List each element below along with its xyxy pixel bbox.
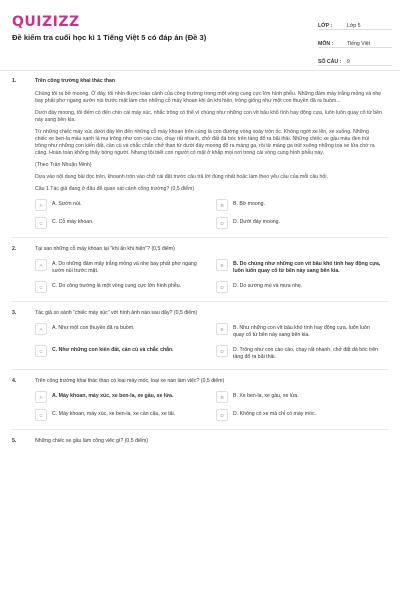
passage-paragraph: Từ những chiếc máy xúc dưới đáy lên đến những cỗ máy khoan trên cùng là con đường vòng xoáy tròn ốc. Không ngớt xe lên, xe xuống. Những chiếc xe ben-la mầu xanh lá mạ trông như con cào cào, chạy rất nhanh, chở đất đá bóc trên tầng đổ ra bãi thải. Những chiếc xe gầu màu đen trùi trông như những con kiến đất, cần cù và chắc chắn chở than từ dưới đáy moong đổ ra máng ga, rồi từ máng ga trút xuống những toa xe lửa chờ ra cảng. Hoàn toàn không thấy bóng người. Nhưng tôi biết con người có mặt ở khắp mọi nơi trong cái vòng cung hình phễu này.: [35, 129, 375, 156]
info-value: Lớp 5: [347, 23, 361, 29]
option-text: C. Máy khoan, máy xúc, xe ben-la, xe cần cẩu, xe tải.: [52, 411, 176, 417]
question-number: 5.: [12, 438, 17, 444]
info-value: Tiếng Việt: [347, 41, 371, 47]
worksheet-header: [0, 0, 400, 71]
question-1-header: [12, 78, 388, 85]
divider: [12, 369, 388, 370]
option-text: D. Trông như con cào cào, chạy rất nhanh, chở đất đá bóc trên tầng đổ ra bãi thải.: [233, 347, 379, 360]
answer-option-d[interactable]: [216, 409, 382, 421]
answer-option-c[interactable]: [35, 409, 201, 421]
worksheet-content: [12, 78, 388, 445]
option-text: A. Máy khoan, máy xúc, xe ben-la, xe gầu, xe lửa.: [52, 393, 174, 399]
option-letter: B: [216, 391, 228, 403]
answer-option-a[interactable]: [35, 391, 201, 403]
option-letter: D: [216, 345, 228, 357]
divider: [12, 429, 388, 430]
option-text: D. Do sương mù và mưa nhẹ.: [233, 283, 303, 289]
question-title: Tác giả so sánh "chiếc máy xúc" với hình ảnh nào sau đây? (0,5 điểm): [35, 310, 198, 316]
option-letter: C: [35, 409, 47, 421]
question-number: 3.: [12, 310, 17, 316]
option-text: B. Xe ben-la, xe gầu, xe lửa.: [233, 393, 299, 399]
option-text: C. Như những con kiến đất, cần cù và chắc chắn.: [52, 347, 174, 353]
info-row-count: [318, 48, 392, 66]
question-number: 2.: [12, 246, 17, 252]
question-2-header: [12, 246, 388, 253]
option-letter: C: [35, 281, 47, 293]
worksheet-info: [318, 12, 392, 66]
option-letter: C: [35, 345, 47, 357]
option-text: A. Do những đám mây trắng mỏng và nhẹ bay phất phơ ngang sườn núi trước mặt.: [52, 261, 197, 274]
option-letter: A: [35, 259, 47, 271]
info-key: SỐ CÂU :: [318, 59, 342, 65]
passage-instruction: Dựa vào nội dung bài đọc trên, khoanh tròn vào chữ cái đặt trước câu trả lời đúng nhất hoặc làm theo yêu cầu của mỗi câu hỏi.: [35, 174, 328, 180]
question-5-header: [12, 438, 388, 445]
option-letter: A: [35, 391, 47, 403]
answer-option-a[interactable]: [35, 259, 201, 275]
option-letter: D: [216, 217, 228, 229]
option-text: A. Sườn núi.: [52, 201, 82, 207]
answer-option-d[interactable]: [216, 345, 382, 361]
option-letter: B: [216, 199, 228, 211]
option-letter: B: [216, 259, 228, 271]
info-key: LỚP :: [318, 23, 333, 29]
answer-options: [35, 199, 382, 229]
option-text: B. Như những con vít bâu khó tính hay động cựa, luôn luôn quay cổ từ bên này sang bên kia.: [233, 325, 370, 338]
question-3-header: [12, 310, 388, 317]
reading-passage: [35, 91, 382, 193]
question-number: 4.: [12, 378, 17, 384]
answer-options: [35, 391, 382, 421]
answer-option-a[interactable]: [35, 323, 201, 339]
info-key: MÔN :: [318, 41, 334, 47]
question-title: Trên công trường khai thác than có loại máy móc, loại xe nào làm việc? (0,5 điểm): [35, 378, 225, 384]
option-letter: A: [35, 199, 47, 211]
option-letter: B: [216, 323, 228, 335]
answer-option-d[interactable]: [216, 217, 382, 229]
question-title: Tại sao những cỗ máy khoan lại "khi ẩn khi hiện"? (0,5 điểm): [35, 246, 175, 252]
option-text: B. Do chúng như những con vít bâu khó tính hay động cựa, luôn luôn quay cổ từ bên này sang bên kia.: [233, 261, 381, 274]
passage-paragraph: Dưới đáy moong, tôi đếm có đến chín cái máy xúc, nhắc trông có thể vì chúng như những con vít bâu khổ tính hay động cựa, luôn luôn quay cổ từ bên này sang bên kia.: [35, 110, 382, 123]
passage-paragraph: Chúng tôi ra bờ moong. Ở đây, tôi nhìn được toàn cảnh của công trường trong một vòng cung cực lớn hình phễu. Những đám máy trắng mỏng và nhẹ bay phất phơ ngang sườn núi trước mặt làm cho những cỗ máy khoan khi ẩn khi hiện, trông giống như một con thuyền đã ra buồm...: [35, 91, 382, 104]
question-4-header: [12, 378, 388, 385]
answer-option-a[interactable]: [35, 199, 201, 211]
info-row-subject: [318, 30, 392, 48]
sub-question: Câu 1.Tác giả đang ở đâu để quan sát cảnh công trường? (0,5 điểm): [35, 186, 195, 192]
question-title: Những chiếc xe gầu làm công việc gì? (0,5 điểm): [35, 438, 149, 444]
passage-author: (Theo Trần Nhuận Minh): [35, 162, 92, 168]
answer-option-c[interactable]: [35, 217, 201, 229]
worksheet-title: Đề kiểm tra cuối học kì 1 Tiếng Việt 5 có đáp án (Đề 3): [12, 33, 207, 42]
divider: [12, 237, 388, 238]
question-title: Trên công trường khai thác than: [35, 78, 116, 84]
option-letter: D: [216, 281, 228, 293]
option-text: D. Không có xe mà chỉ có máy móc.: [233, 411, 317, 417]
answer-options: [35, 323, 382, 361]
option-letter: D: [216, 409, 228, 421]
answer-option-b[interactable]: [216, 323, 382, 339]
option-text: A. Như một con thuyền đã ra buồm.: [52, 325, 135, 331]
info-value: 9: [347, 59, 350, 65]
answer-options: [35, 259, 382, 293]
option-text: B. Bờ moong.: [233, 201, 265, 207]
option-text: C. Cỗ máy khoan.: [52, 219, 94, 225]
question-number: 1.: [12, 78, 17, 84]
option-letter: A: [35, 323, 47, 335]
answer-option-b[interactable]: [216, 199, 382, 211]
info-row-class: [318, 12, 392, 30]
option-letter: C: [35, 217, 47, 229]
option-text: D. Dưới đáy moong.: [233, 219, 280, 225]
answer-option-c[interactable]: [35, 281, 201, 293]
answer-option-d[interactable]: [216, 281, 382, 293]
answer-option-c[interactable]: [35, 345, 201, 361]
quizizz-logo[interactable]: QUIZIZZ: [12, 14, 80, 30]
option-text: C. Do công trường là một vòng cung cực lớn hình phễu.: [52, 283, 182, 289]
divider: [12, 301, 388, 302]
answer-option-b[interactable]: [216, 259, 382, 275]
answer-option-b[interactable]: [216, 391, 382, 403]
